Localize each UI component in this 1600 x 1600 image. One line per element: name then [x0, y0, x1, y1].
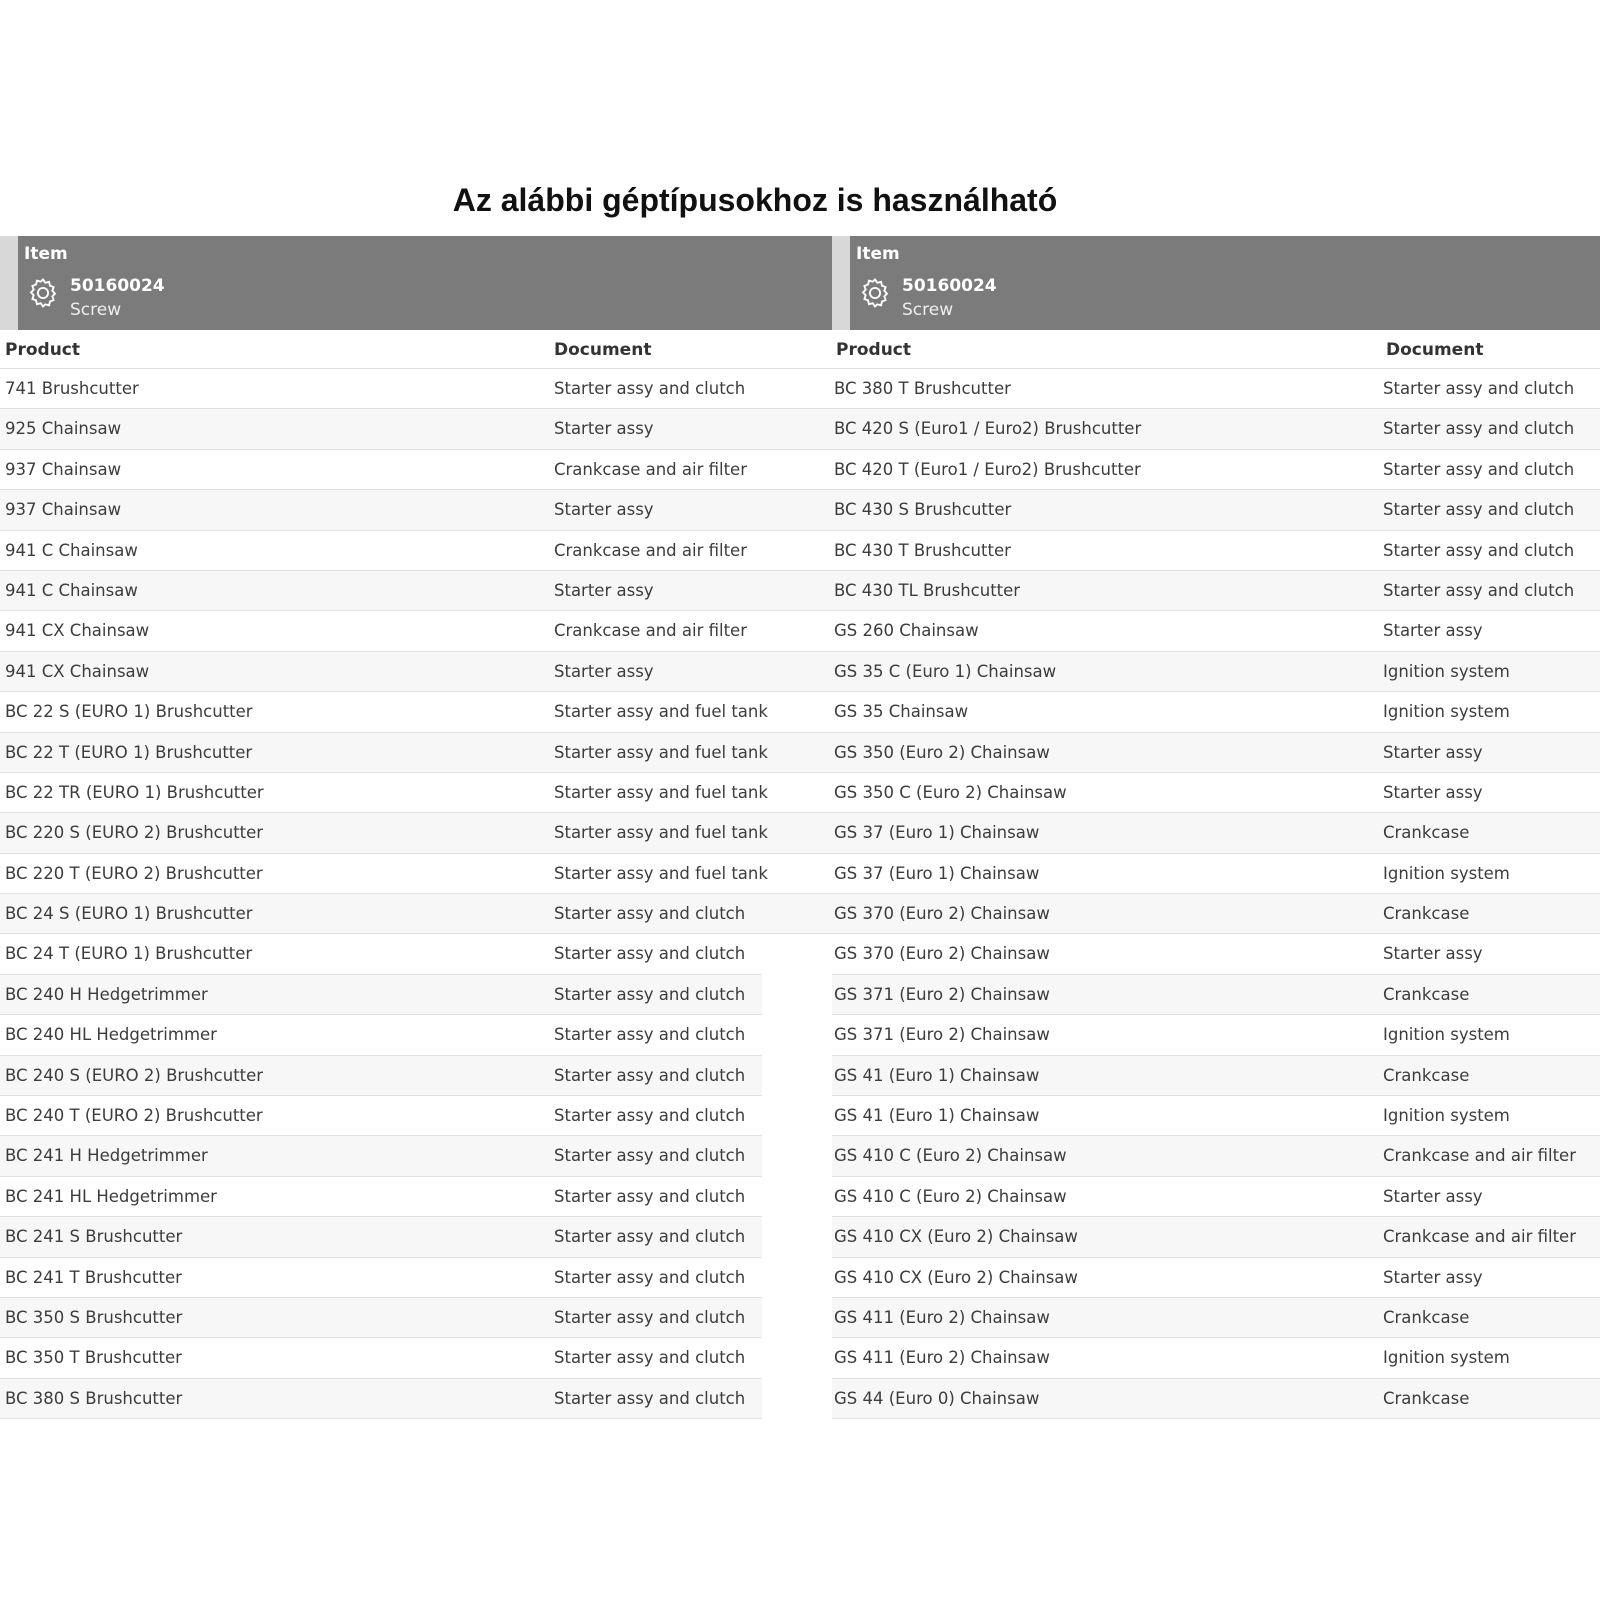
product-cell[interactable]: BC 22 T (EURO 1) Brushcutter: [5, 742, 253, 762]
item-header-label: Item: [856, 244, 900, 264]
product-cell[interactable]: GS 350 C (Euro 2) Chainsaw: [834, 782, 1067, 802]
document-link[interactable]: Crankcase: [1383, 823, 1470, 843]
table-row[interactable]: [832, 934, 1600, 974]
table-row[interactable]: [832, 652, 1600, 692]
product-cell[interactable]: GS 410 CX (Euro 2) Chainsaw: [834, 1227, 1078, 1247]
table-row[interactable]: [0, 1217, 762, 1257]
table-row[interactable]: [832, 773, 1600, 813]
table-row[interactable]: [832, 975, 1600, 1015]
product-cell[interactable]: 941 C Chainsaw: [5, 580, 138, 600]
product-cell[interactable]: 941 CX Chainsaw: [5, 621, 150, 641]
table-row[interactable]: [0, 692, 832, 732]
table-row[interactable]: [0, 1177, 762, 1217]
product-cell[interactable]: GS 411 (Euro 2) Chainsaw: [834, 1348, 1050, 1368]
product-cell[interactable]: BC 240 T (EURO 2) Brushcutter: [5, 1106, 263, 1126]
document-link[interactable]: Starter assy and clutch: [554, 379, 746, 398]
table-row[interactable]: [832, 1298, 1600, 1338]
document-link[interactable]: Starter assy and clutch: [554, 1025, 746, 1045]
document-link[interactable]: Crankcase: [1383, 1065, 1470, 1085]
table-row[interactable]: [832, 1177, 1600, 1217]
document-link[interactable]: Starter assy and clutch: [554, 1065, 746, 1085]
table-row[interactable]: [0, 531, 832, 571]
document-link[interactable]: Starter assy: [554, 500, 654, 520]
document-link[interactable]: Starter assy and fuel tank: [554, 742, 768, 762]
document-link[interactable]: Ignition system: [1383, 1348, 1510, 1368]
parts-panel-left: [0, 236, 832, 1406]
table-row[interactable]: [0, 773, 832, 813]
product-cell[interactable]: BC 430 TL Brushcutter: [834, 580, 1021, 600]
product-cell[interactable]: BC 22 TR (EURO 1) Brushcutter: [5, 782, 264, 802]
document-link[interactable]: Starter assy and clutch: [1383, 580, 1575, 600]
product-cell[interactable]: BC 420 S (Euro1 / Euro2) Brushcutter: [834, 419, 1142, 439]
document-link[interactable]: Starter assy: [1383, 1267, 1483, 1287]
table-row[interactable]: [0, 934, 762, 974]
table-body: [832, 369, 1600, 1419]
product-cell[interactable]: 937 Chainsaw: [5, 459, 122, 479]
document-link[interactable]: Starter assy: [554, 580, 654, 600]
document-link[interactable]: Starter assy and clutch: [554, 904, 746, 924]
product-cell[interactable]: BC 240 HL Hedgetrimmer: [5, 1025, 217, 1045]
table-row[interactable]: [832, 894, 1600, 934]
table-row[interactable]: [0, 1015, 762, 1055]
table-row[interactable]: [0, 854, 832, 894]
document-link[interactable]: Crankcase and air filter: [1383, 1227, 1576, 1247]
table-row[interactable]: [832, 1056, 1600, 1096]
table-row[interactable]: [832, 1379, 1600, 1419]
product-cell[interactable]: GS 371 (Euro 2) Chainsaw: [834, 984, 1050, 1004]
product-cell[interactable]: GS 370 (Euro 2) Chainsaw: [834, 944, 1050, 964]
table-row[interactable]: [832, 450, 1600, 490]
product-cell[interactable]: BC 241 HL Hedgetrimmer: [5, 1186, 217, 1206]
product-cell[interactable]: GS 35 Chainsaw: [834, 702, 969, 722]
document-link[interactable]: Starter assy and fuel tank: [554, 702, 768, 722]
product-cell[interactable]: BC 241 T Brushcutter: [5, 1267, 182, 1287]
product-cell[interactable]: GS 411 (Euro 2) Chainsaw: [834, 1307, 1050, 1327]
table-row[interactable]: [832, 611, 1600, 651]
table-row[interactable]: [0, 369, 832, 409]
table-row[interactable]: [0, 450, 832, 490]
table-row[interactable]: [0, 975, 762, 1015]
product-cell[interactable]: BC 24 S (EURO 1) Brushcutter: [5, 904, 253, 924]
document-link[interactable]: Starter assy: [1383, 621, 1483, 641]
product-cell[interactable]: BC 430 S Brushcutter: [834, 500, 1012, 520]
item-header: [832, 236, 1600, 330]
product-cell[interactable]: BC 240 H Hedgetrimmer: [5, 984, 208, 1004]
gear-icon: [858, 276, 892, 310]
document-link[interactable]: Ignition system: [1383, 1106, 1510, 1126]
item-number: 50160024: [70, 276, 165, 296]
document-link[interactable]: Starter assy: [1383, 742, 1483, 762]
document-link[interactable]: Ignition system: [1383, 702, 1510, 722]
gear-icon: [26, 276, 60, 310]
product-cell[interactable]: BC 220 T (EURO 2) Brushcutter: [5, 863, 263, 883]
table-row[interactable]: [0, 611, 832, 651]
document-link[interactable]: Starter assy and fuel tank: [554, 823, 768, 843]
product-cell[interactable]: BC 380 T Brushcutter: [834, 379, 1011, 398]
document-link[interactable]: Starter assy: [554, 419, 654, 439]
product-cell[interactable]: GS 41 (Euro 1) Chainsaw: [834, 1106, 1040, 1126]
document-link[interactable]: Starter assy and clutch: [554, 1388, 746, 1408]
table-row[interactable]: [0, 652, 832, 692]
document-link[interactable]: Starter assy and fuel tank: [554, 863, 768, 883]
product-cell[interactable]: BC 24 T (EURO 1) Brushcutter: [5, 944, 253, 964]
document-link[interactable]: Starter assy and clutch: [1383, 459, 1575, 479]
table-row[interactable]: [832, 1217, 1600, 1257]
table-row[interactable]: [0, 733, 832, 773]
document-link[interactable]: Crankcase and air filter: [1383, 1146, 1576, 1166]
document-link[interactable]: Crankcase and air filter: [554, 621, 747, 641]
document-link[interactable]: Crankcase: [1383, 1388, 1470, 1408]
table-row[interactable]: [0, 1298, 762, 1338]
table-row[interactable]: [0, 490, 832, 530]
item-header-label: Item: [24, 244, 68, 264]
document-link[interactable]: Ignition system: [1383, 661, 1510, 681]
table-row[interactable]: [832, 1015, 1600, 1055]
document-link[interactable]: Starter assy: [1383, 782, 1483, 802]
product-cell[interactable]: GS 370 (Euro 2) Chainsaw: [834, 904, 1050, 924]
document-link[interactable]: Starter assy: [1383, 944, 1483, 964]
product-cell[interactable]: BC 350 T Brushcutter: [5, 1348, 182, 1368]
document-link[interactable]: Starter assy and clutch: [1383, 379, 1575, 398]
table-row[interactable]: [832, 854, 1600, 894]
document-link[interactable]: Ignition system: [1383, 863, 1510, 883]
product-cell[interactable]: 937 Chainsaw: [5, 500, 122, 520]
document-link[interactable]: Crankcase: [1383, 984, 1470, 1004]
column-header-document[interactable]: Document: [1386, 340, 1484, 360]
page-title: Az alábbi géptípusokhoz is használható: [452, 182, 1058, 218]
column-headers: [832, 330, 1600, 369]
table-row[interactable]: [0, 571, 832, 611]
table-row[interactable]: [832, 531, 1600, 571]
document-link[interactable]: Crankcase: [1383, 904, 1470, 924]
parts-panel-right: [832, 236, 1600, 1406]
table-row[interactable]: [0, 813, 832, 853]
table-row[interactable]: [832, 409, 1600, 449]
product-cell[interactable]: BC 350 S Brushcutter: [5, 1307, 183, 1327]
column-headers: [0, 330, 832, 369]
document-link[interactable]: Starter assy and clutch: [554, 1186, 746, 1206]
document-link[interactable]: Starter assy and clutch: [554, 1267, 746, 1287]
document-link[interactable]: Starter assy and clutch: [554, 1348, 746, 1368]
product-cell[interactable]: BC 241 S Brushcutter: [5, 1227, 183, 1247]
document-link[interactable]: Starter assy: [1383, 1186, 1483, 1206]
product-cell[interactable]: BC 240 S (EURO 2) Brushcutter: [5, 1065, 264, 1085]
table-row[interactable]: [832, 490, 1600, 530]
document-link[interactable]: Starter assy and fuel tank: [554, 782, 768, 802]
product-cell[interactable]: BC 22 S (EURO 1) Brushcutter: [5, 702, 253, 722]
table-row[interactable]: [0, 1338, 762, 1378]
table-row[interactable]: [832, 369, 1600, 409]
table-row[interactable]: [832, 571, 1600, 611]
product-cell[interactable]: GS 371 (Euro 2) Chainsaw: [834, 1025, 1050, 1045]
table-row[interactable]: [0, 409, 832, 449]
document-link[interactable]: Starter assy and clutch: [554, 1307, 746, 1327]
item-description: Screw: [70, 300, 122, 320]
table-row[interactable]: [832, 692, 1600, 732]
product-cell[interactable]: GS 37 (Euro 1) Chainsaw: [834, 823, 1040, 843]
table-row[interactable]: [832, 1136, 1600, 1176]
item-number: 50160024: [902, 276, 997, 296]
product-cell[interactable]: 941 C Chainsaw: [5, 540, 138, 560]
document-link[interactable]: Starter assy and clutch: [554, 1146, 746, 1166]
document-link[interactable]: Starter assy and clutch: [554, 944, 746, 964]
document-link[interactable]: Starter assy and clutch: [554, 1106, 746, 1126]
table-row[interactable]: [0, 1096, 762, 1136]
document-link[interactable]: Starter assy and clutch: [554, 1227, 746, 1247]
document-link[interactable]: Crankcase: [1383, 1307, 1470, 1327]
document-link[interactable]: Starter assy: [554, 661, 654, 681]
table-row[interactable]: [832, 1096, 1600, 1136]
product-cell[interactable]: GS 44 (Euro 0) Chainsaw: [834, 1388, 1040, 1408]
document-link[interactable]: Starter assy and clutch: [1383, 500, 1575, 520]
table-row[interactable]: [0, 1136, 762, 1176]
product-cell[interactable]: GS 410 CX (Euro 2) Chainsaw: [834, 1267, 1078, 1287]
column-header-product[interactable]: Product: [5, 340, 80, 360]
product-cell[interactable]: 741 Brushcutter: [5, 379, 139, 398]
document-link[interactable]: Starter assy and clutch: [1383, 540, 1575, 560]
table-row[interactable]: [0, 894, 832, 934]
product-cell[interactable]: 925 Chainsaw: [5, 419, 122, 439]
document-link[interactable]: Starter assy and clutch: [554, 984, 746, 1004]
document-link[interactable]: Crankcase and air filter: [554, 459, 747, 479]
product-cell[interactable]: BC 430 T Brushcutter: [834, 540, 1011, 560]
product-cell[interactable]: BC 241 H Hedgetrimmer: [5, 1146, 208, 1166]
product-cell[interactable]: BC 420 T (Euro1 / Euro2) Brushcutter: [834, 459, 1141, 479]
item-description: Screw: [902, 300, 954, 320]
product-cell[interactable]: GS 37 (Euro 1) Chainsaw: [834, 863, 1040, 883]
document-link[interactable]: Crankcase and air filter: [554, 540, 747, 560]
product-cell[interactable]: GS 410 C (Euro 2) Chainsaw: [834, 1186, 1067, 1206]
table-body: [0, 369, 832, 1419]
table-row[interactable]: [832, 813, 1600, 853]
table-row[interactable]: [832, 1258, 1600, 1298]
product-cell[interactable]: 941 CX Chainsaw: [5, 661, 150, 681]
item-header: [0, 236, 832, 330]
table-row[interactable]: [0, 1379, 762, 1419]
column-header-document[interactable]: Document: [554, 340, 652, 360]
product-cell[interactable]: GS 350 (Euro 2) Chainsaw: [834, 742, 1050, 762]
table-row[interactable]: [0, 1056, 762, 1096]
document-link[interactable]: Ignition system: [1383, 1025, 1510, 1045]
product-cell[interactable]: GS 410 C (Euro 2) Chainsaw: [834, 1146, 1067, 1166]
product-cell[interactable]: GS 260 Chainsaw: [834, 621, 979, 641]
product-cell[interactable]: BC 380 S Brushcutter: [5, 1388, 183, 1408]
table-row[interactable]: [832, 733, 1600, 773]
table-row[interactable]: [832, 1338, 1600, 1378]
product-cell[interactable]: GS 35 C (Euro 1) Chainsaw: [834, 661, 1057, 681]
column-header-product[interactable]: Product: [836, 340, 911, 360]
product-cell[interactable]: BC 220 S (EURO 2) Brushcutter: [5, 823, 264, 843]
product-cell[interactable]: GS 41 (Euro 1) Chainsaw: [834, 1065, 1040, 1085]
document-link[interactable]: Starter assy and clutch: [1383, 419, 1575, 439]
table-row[interactable]: [0, 1258, 762, 1298]
